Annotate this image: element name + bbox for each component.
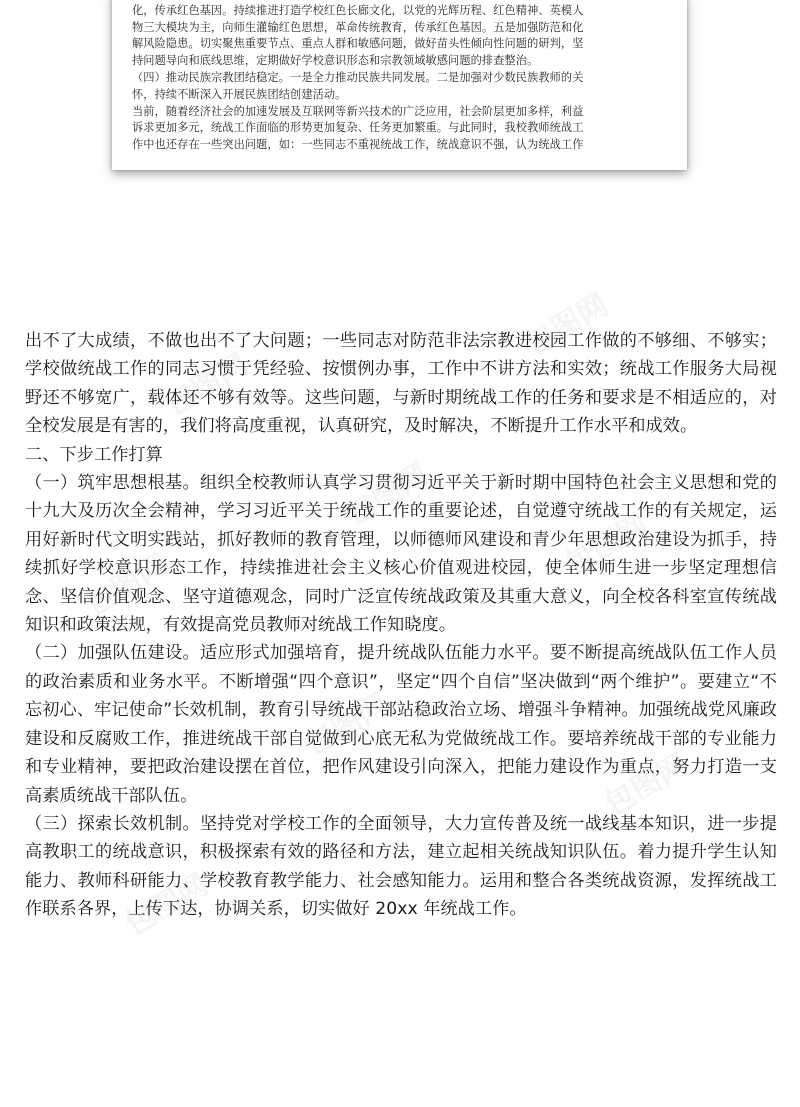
preview-line: 作中也还存在一些突出问题，如：一些同志不重视统战工作，统战意识不强，认为统战工作 [132,138,584,152]
preview-line: 化，传承红色基因。持续推进打造学校红色长廊文化，以党的光辉历程、红色精神、英模人 [132,3,584,17]
document-body [25,327,777,924]
preview-text [132,0,667,154]
subsection-paragraph: （三）探索长效机制。坚持党对学校工作的全面领导，大力宣传普及统一战线基本知识，进一步提高教职工的统战意识，积极探索有效的路径和方法，建立起相关统战知识队伍。着力提升学生认知能力、教师科研能力、学校教育教学能力、社会感知能力。运用和整合各类统战资源，发挥统战工作联系各界，上传下达，协调关系，切实做好 20xx 年统战工作。 [25,813,777,920]
preview-line: 诉求更加多元，统战工作面临的形势更加复杂、任务更加繁重。与此同时，我校教师统战工 [132,121,584,135]
preview-line: 物三大模块为主，向师生灌输红色思想，革命传统教育，传承红色基因。五是加强防范和化 [132,20,584,34]
preview-line: 解风险隐患。切实聚焦重要节点、重点人群和敏感问题，做好苗头性倾向性问题的研判，坚 [132,37,584,51]
preview-line: （四）推动民族宗教团结稳定。一是全力推动民族共同发展。二是加强对少数民族教师的关 [132,70,584,84]
preview-line: 持问题导向和底线思维，定期做好学校意识形态和宗教领域敏感问题的排查整治。 [132,54,539,68]
preview-line: 当前，随着经济社会的加速发展及互联网等新兴技术的广泛应用，社会阶层更加多样，利益 [132,104,584,118]
preview-line: 怀，持续不断深入开展民族团结创建活动。 [132,87,347,101]
subsection-paragraph: （一）筑牢思想根基。组织全校教师认真学习贯彻习近平关于新时期中国特色社会主义思想和党的十九大及历次全会精神，学习习近平关于统战工作的重要论述，自觉遵守统战工作的有关规定，运用好新时代文明实践站，抓好教师的教育管理，以师德师风建设和青少年思想政治建设为抓手，持续抓好学校意识形态工作，持续推进社会主义核心价值观进校园，使全体师生进一步坚定理想信念、坚信价值观念、坚守道德观念，同时广泛宣传统战政策及其重大意义，向全校各科室宣传统战知识和政策法规，有效提高党员教师对统战工作知晓度。 [25,473,777,636]
paragraph-continuation: 出不了大成绩，不做也出不了大问题；一些同志对防范非法宗教进校园工作做的不够细、不够实；学校做统战工作的同志习惯于凭经验、按惯例办事，工作中不讲方法和实效；统战工作服务大局视野还不够宽广，载体还不够有效等。这些问题，与新时期统战工作的任务和要求是不相适应的，对全校发展是有害的，我们将高度重视，认真研究，及时解决，不断提升工作水平和成效。 [25,331,777,437]
document-preview-card [112,0,687,170]
section-heading: 二、下步工作打算 [25,444,163,465]
subsection-paragraph: （二）加强队伍建设。适应形式加强培育，提升统战队伍能力水平。要不断提高统战队伍工作人员的政治素质和业务水平。不断增强“四个意识”，坚定“四个自信”坚决做到“两个维护”。要建立“不忘初心、牢记使命”长效机制，教育引导统战干部站稳政治立场、增强斗争精神。加强统战党风廉政建设和反腐败工作，推进统战干部自觉做到心底无私为党做统战工作。要培养统战干部的专业能力和专业精神，要把政治建设摆在首位，把作风建设引向深入，把能力建设作为重点，努力打造一支高素质统战干部队伍。 [25,643,777,806]
